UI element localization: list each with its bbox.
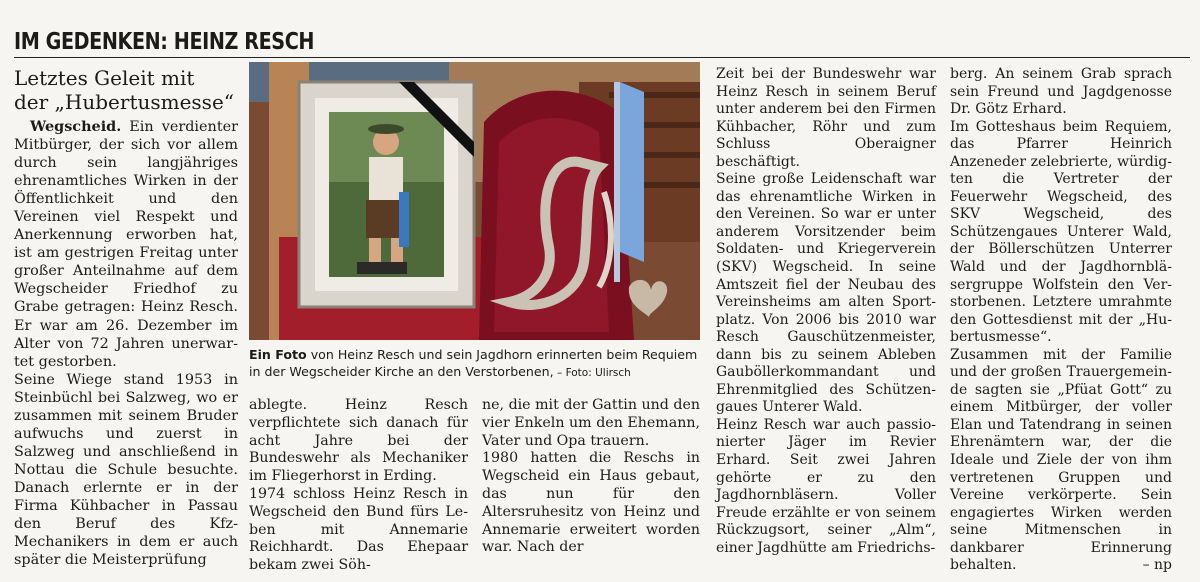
paragraph: Heinz Resch war auch passionierter Jäger im Revier Erhard. Seit zwei Jahren gehörte er zu den Jagdhornbläsern. Voller Freude erzählte er von seinem Rückzugsort, seiner „Alm“, einer Jagdhütte am Friedrichs- [716, 416, 936, 556]
author-signature: – np [1142, 557, 1172, 574]
paragraph: 1980 hatten die Reschs in Wegscheid ein Haus gebaut, das nun für den Altersruhesitz von Heinz und Annemarie erweitert worden war. Nach der [482, 450, 700, 556]
paragraph: ablegte. Heinz Resch verpflichtete sich danach für acht Jahre bei der Bundeswehr als Mechaniker im Fliegerhorst in Erding. [249, 397, 468, 485]
article-column-2 [249, 397, 468, 575]
paragraph: ne, die mit der Gattin und den vier Enkeln um den Ehemann, Vater und Opa trauern. [482, 397, 700, 449]
paragraph: Seine große Leidenschaft war das ehrenamtliche Wirken in den Vereinen. So war er unter anderem Vorsitzender beim Soldaten- und Kriegerverein (SKV) Wegscheid. In seine Amtszeit fiel der Neubau des Vereinsheims am alten Sportplatz. Von 2006 bis 2010 war Resch Gauschützenmeister, dann bis zu seinem Ableben Gauböllerkommandant und Ehrenmitglied des Schützengaues Unterer Wald. [716, 171, 936, 416]
photo-credit: – Foto: Ulirsch [553, 367, 631, 379]
paragraph [14, 118, 238, 371]
paragraph [950, 347, 1172, 575]
section-title: IM GEDENKEN: HEINZ RESCH [14, 27, 1190, 58]
photo-caption [249, 346, 700, 382]
memorial-photo [249, 62, 700, 340]
paragraph: Zeit bei der Bundeswehr war Heinz Resch in seinem Beruf unter anderem bei den Firmen Kühbacher, Röhr und zum Schluss Oberaigner beschäftigt. [716, 66, 936, 170]
article-column-4 [716, 66, 936, 557]
paragraph: Im Gotteshaus beim Requiem, das Pfarrer Heinrich Anzeneder zelebrierte, würdigten die Vertreter der Feuerwehr Wegscheid, des SKV Wegscheid, des Schützengaues Unterer Wald, der Böllerschützen Unterrer Wald und der Jagdhornbläsergruppe Wolfstein den Verstorbenen. Letztere umrahmte den Gottesdienst mit der „Hubertusmesse“. [950, 118, 1172, 346]
paragraph-text: Zusammen mit der Familie und der großen Trauergemeinde sagten sie „Pfüat Gott“ zu einem Mitbürger, der voller Elan und Tatendrang in seinen Ehrenämtern war, der die Ideale und Ziele der von ihm vertretenen Gruppen und Vereine verkörperte. Sein engagiertes Wirken werden seine Mitmenschen in dankbarer Erinnerung behalten. [950, 346, 1172, 574]
paragraph: 1974 schloss Heinz Resch in Wegscheid den Bund fürs Leben mit Annemarie Reichhardt. Das Ehepaar bekam zwei Söh- [249, 485, 468, 574]
headline-line-2: der „Hubertusmesse“ [14, 90, 235, 114]
headline [14, 66, 238, 114]
dateline: Wegscheid. [30, 118, 122, 135]
paragraph: Seine Wiege stand 1953 in Steinbüchl bei Salzweg, wo er zusammen mit seinem Bruder aufwuchs und zuerst in Salzweg und anschließend in Nottau die Schule besuchte. Danach erlernte er in der Firma Kühbacher in Passau den Beruf des Kfz-Mechanikers in dem er auch später die Meisterprüfung [14, 371, 238, 569]
headline-line-1: Letztes Geleit mit [14, 66, 195, 90]
memorial-photo-illustration [249, 62, 700, 340]
caption-lead: Ein Foto [249, 347, 307, 362]
article-column-3 [482, 397, 700, 557]
article-column-1 [14, 66, 238, 569]
paragraph: berg. An seinem Grab sprach sein Freund und Jagdgenosse Dr. Götz Erhard. [950, 66, 1172, 118]
article-column-5 [950, 66, 1172, 575]
caption-text: von Heinz Resch und sein Jagdhorn erinnerten beim Requiem in der Wegscheider Kirche an den Verstorbenen, [249, 347, 698, 379]
paragraph-text: Ein verdienter Mitbürger, der sich vor allem durch sein langjähriges ehrenamtliches Wirken in der Öffentlichkeit und den Vereinen viel Respekt und Anerkennung erworben hat, ist am gestrigen Freitag unter großer Anteilnahme auf dem Wegscheider Friedhof zu Grabe getragen: Heinz Resch. Er war am 26. Dezember im Alter von 72 Jahren unerwartet gestorben. [14, 119, 238, 370]
